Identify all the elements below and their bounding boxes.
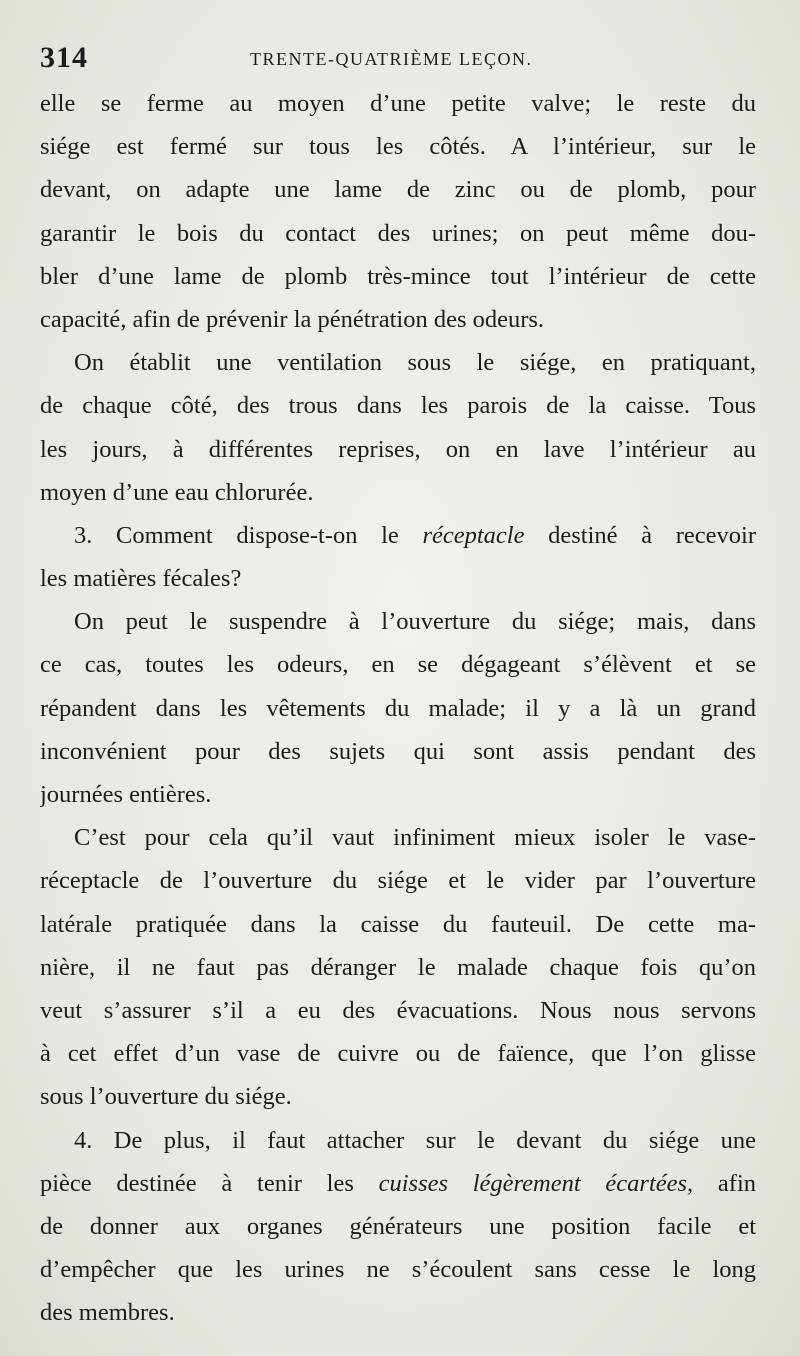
text-line: [40, 1162, 756, 1205]
emphasis-text: réceptacle: [422, 521, 525, 549]
text-line: capacité, afin de prévenir la pénétration des odeurs.: [40, 305, 545, 333]
text-line: les jours, à différentes reprises, on en lave l’intérieur au: [40, 435, 756, 463]
emphasis-text: cuisses légèrement écartées,: [378, 1169, 694, 1197]
text-line: sous l’ouverture du siége.: [40, 1083, 292, 1111]
text-line: d’empêcher que les urines ne s’écoulent sans cesse le long: [40, 1256, 756, 1284]
text-line: moyen d’une eau chlorurée.: [40, 478, 314, 506]
text-line: à cet effet d’un vase de cuivre ou de faïence, que l’on glisse: [40, 1040, 756, 1068]
text-line: devant, on adapte une lame de zinc ou de plomb, pour: [40, 176, 756, 204]
page-number: 314: [40, 41, 88, 74]
text-line: les matières fécales?: [40, 565, 242, 593]
text-line: de chaque côté, des trous dans les parois de la caisse. Tous: [40, 392, 756, 420]
text-line: inconvénient pour des sujets qui sont assis pendant des: [40, 737, 756, 765]
text-line: journées entières.: [40, 781, 212, 808]
text-line-part: afin: [693, 1169, 756, 1197]
text-line: 4. De plus, il faut attacher sur le devant du siége une: [74, 1126, 756, 1154]
page-header: [40, 40, 760, 80]
text-line-part: 3. Comment dispose-t-on le: [74, 521, 423, 549]
text-line: [40, 514, 756, 557]
text-line: bler d’une lame de plomb très-mince tout l’intérieur de cette: [40, 262, 756, 290]
text-line: de donner aux organes générateurs une position facile et: [40, 1212, 756, 1240]
text-line: elle se ferme au moyen d’une petite valve; le reste du: [40, 90, 756, 117]
text-line: veut s’assurer s’il a eu des évacuations. Nous nous servons: [40, 996, 756, 1024]
text-line: latérale pratiquée dans la caisse du fauteuil. De cette ma-: [40, 910, 756, 938]
text-line: garantir le bois du contact des urines; on peut même dou-: [40, 219, 756, 247]
text-line: réceptacle de l’ouverture du siége et le vider par l’ouverture: [40, 867, 756, 895]
running-head: TRENTE-QUATRIÈME LEÇON.: [250, 49, 533, 69]
text-line: ce cas, toutes les odeurs, en se dégageant s’élèvent et se: [40, 651, 756, 679]
text-line: On peut le suspendre à l’ouverture du siége; mais, dans: [74, 608, 756, 636]
text-line: On établit une ventilation sous le siége, en pratiquant,: [74, 349, 756, 377]
body-text: [40, 82, 756, 1334]
text-line: répandent dans les vêtements du malade; il y a là un grand: [40, 694, 756, 722]
text-line: nière, il ne faut pas déranger le malade chaque fois qu’on: [40, 953, 756, 981]
text-line: des membres.: [40, 1299, 175, 1327]
text-line-part: pièce destinée à tenir les: [40, 1169, 379, 1197]
text-line: C’est pour cela qu’il vaut infiniment mieux isoler le vase-: [74, 824, 756, 852]
text-line: siége est fermé sur tous les côtés. A l’intérieur, sur le: [40, 133, 756, 161]
text-line-part: destiné à recevoir: [524, 521, 756, 549]
